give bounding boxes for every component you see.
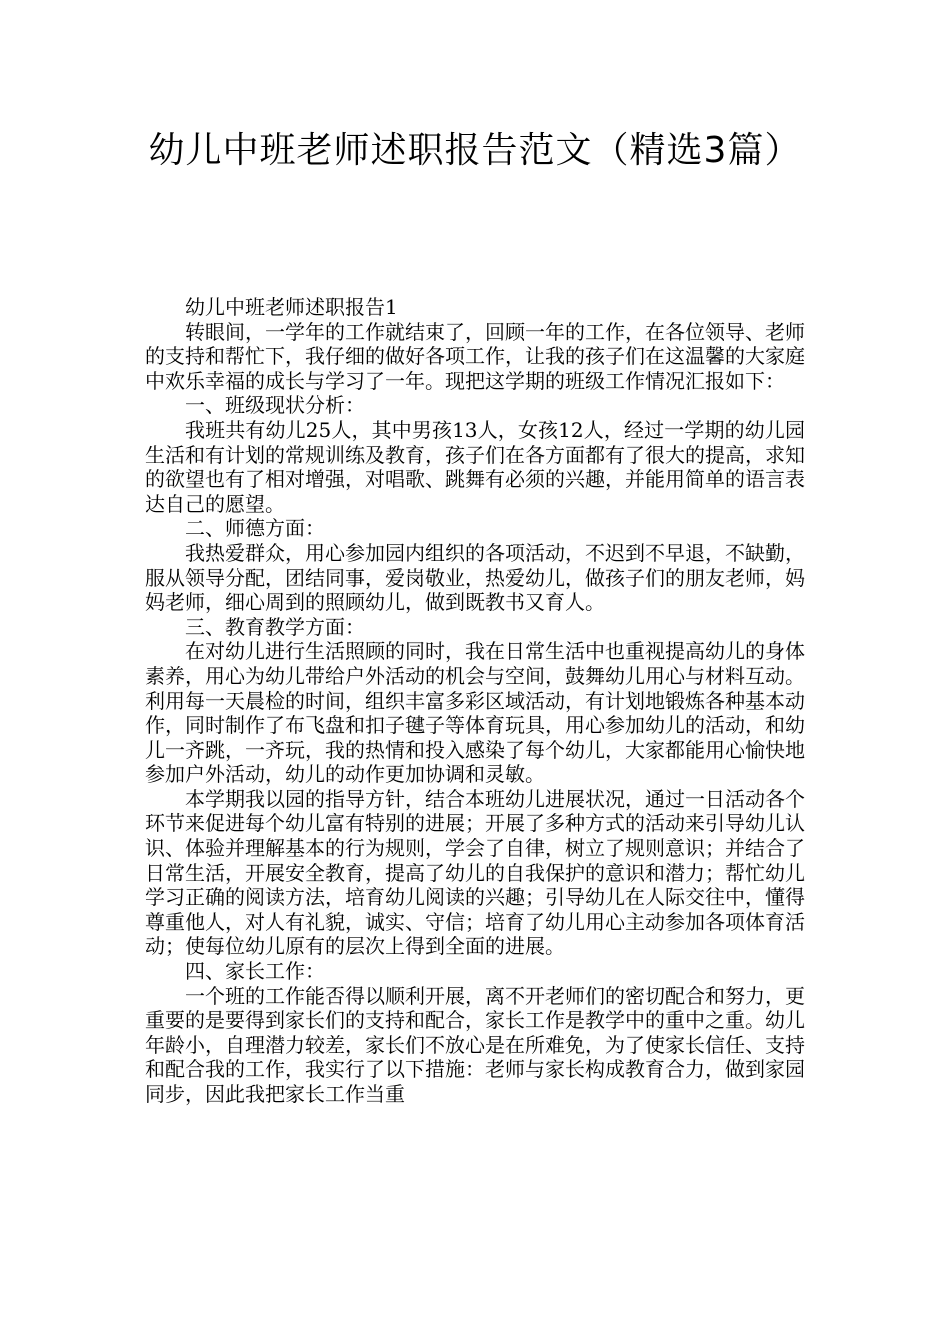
document-title: 幼儿中班老师述职报告范文（精选3篇） <box>148 130 802 171</box>
paragraph-teaching-1: 在对幼儿进行生活照顾的同时，我在日常生活中也重视提高幼儿的身体素养，用心为幼儿带给户外活动的机会与空间，鼓舞幼儿用心与材料互动。利用每一天晨检的时间，组织丰富多彩区域活动，有计划地锻炼各种基本动作，同时制作了布飞盘和扣子毽子等体育玩具，用心参加幼儿的活动，和幼儿一齐跳，一齐玩，我的热情和投入感染了每个幼儿，大家都能用心愉快地参加户外活动，幼儿的动作更加协调和灵敏。 <box>145 639 805 787</box>
paragraph-ethics: 我热爱群众，用心参加园内组织的各项活动，不迟到不早退，不缺勤，服从领导分配，团结同事，爱岗敬业，热爱幼儿，做孩子们的朋友老师，妈妈老师，细心周到的照顾幼儿，做到既教书又育人。 <box>145 540 805 615</box>
section-heading-teaching: 三、教育教学方面： <box>185 614 365 639</box>
document-body <box>145 295 805 1107</box>
paragraph-teaching-2: 本学期我以园的指导方针，结合本班幼儿进展状况，通过一日活动各个环节来促进每个幼儿富有特别的进展；开展了多种方式的活动来引导幼儿认识、体验并理解基本的行为规则，学会了自律，树立了规则意识；并结合了日常生活，开展安全教育，提高了幼儿的自我保护的意识和潜力；帮忙幼儿学习正确的阅读方法，培育幼儿阅读的兴趣；引导幼儿在人际交往中，懂得尊重他人，对人有礼貌，诚实、守信；培育了幼儿用心主动参加各项体育活动；使每位幼儿原有的层次上得到全面的进展。 <box>145 786 805 959</box>
paragraph-intro: 转眼间，一学年的工作就结束了，回顾一年的工作，在各位领导、老师的支持和帮忙下，我仔细的做好各项工作，让我的孩子们在这温馨的大家庭中欢乐幸福的成长与学习了一年。现把这学期的班级工作情况汇报如下： <box>145 319 805 393</box>
report-subtitle: 幼儿中班老师述职报告1 <box>185 295 398 319</box>
section-heading-ethics: 二、师德方面： <box>185 516 325 541</box>
section-heading-parents: 四、家长工作： <box>185 959 325 984</box>
section-heading-class-status: 一、班级现状分析： <box>185 393 365 418</box>
paragraph-class-status: 我班共有幼儿25人，其中男孩13人，女孩12人，经过一学期的幼儿园生活和有计划的常规训练及教育，孩子们在各方面都有了很大的提高，求知的欲望也有了相对增强，对唱歌、跳舞有必须的兴趣，并能用简单的语言表达自己的愿望。 <box>145 417 805 516</box>
paragraph-parents: 一个班的工作能否得以顺利开展，离不开老师们的密切配合和努力，更重要的是要得到家长们的支持和配合，家长工作是教学中的重中之重。幼儿年龄小，自理潜力较差，家长们不放心是在所难免，为了使家长信任、支持和配合我的工作，我实行了以下措施：老师与家长构成教育合力，做到家园同步，因此我把家长工作当重 <box>145 983 805 1106</box>
